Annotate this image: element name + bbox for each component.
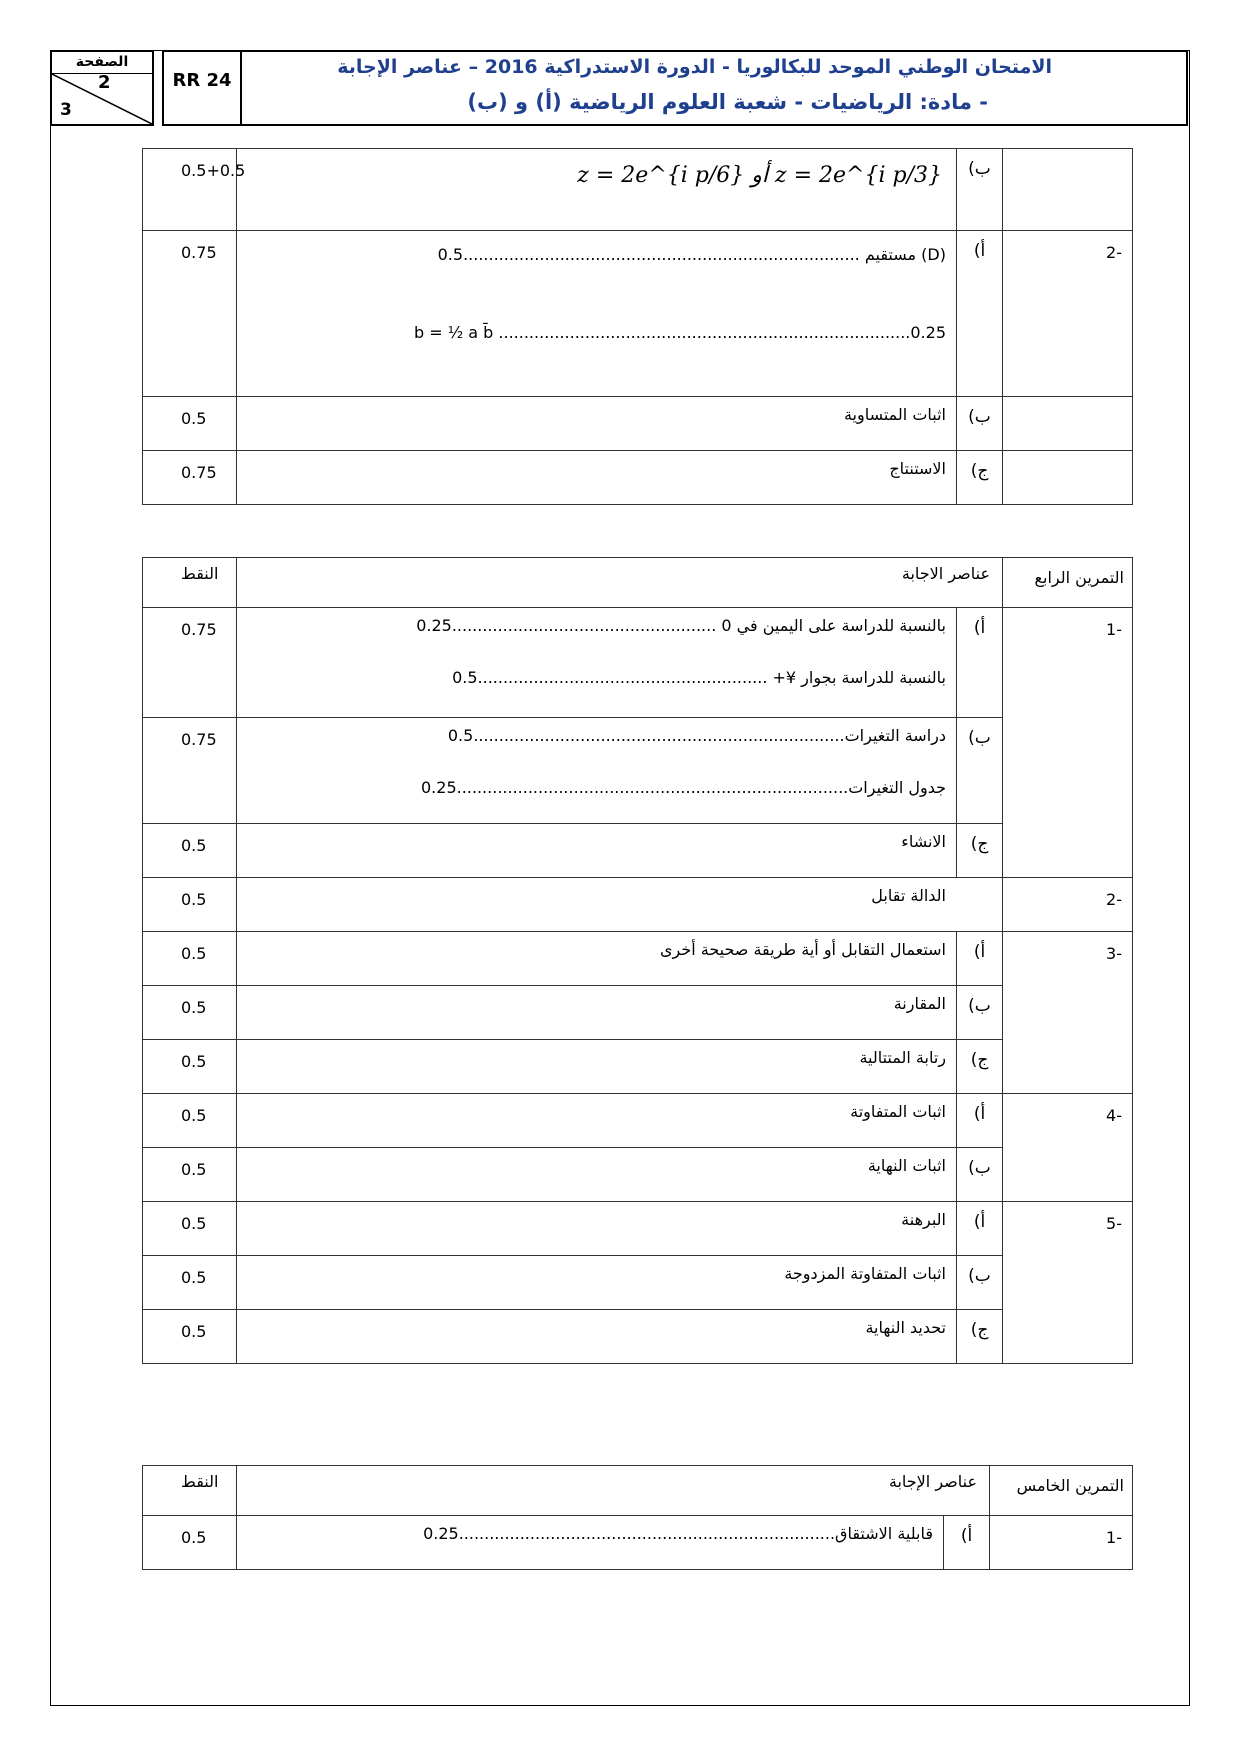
formula-z: z = 2e^{i p/3} أو z = 2e^{i p/6} — [577, 163, 942, 188]
table-row: -4 أ) اثبات المتفاوتة 0.5 — [143, 1094, 1133, 1148]
table-row: ب) z = 2e^{i p/3} أو z = 2e^{i p/6} 0.5+0.5 — [143, 149, 1133, 231]
table-row: -2 الدالة تقابل 0.5 — [143, 878, 1133, 932]
table-row: -5 أ) البرهنة 0.5 — [143, 1202, 1133, 1256]
table-header-row: التمرين الخامس عناصر الإجابة النقط — [143, 1466, 1133, 1516]
table-row: -3 أ) استعمال التقابل أو أية طريقة صحيحة أخرى 0.5 — [143, 932, 1133, 986]
answer-table-exercise-4 — [142, 557, 1133, 1364]
table-row: -2 أ) (D) مستقيم ..............................................................................0.5 b = ½ a b̄ .................................................................................0.25 0.75 — [143, 231, 1133, 397]
table-row: -1 أ) قابلية الاشتقاق..........................................................................0.25 0.5 — [143, 1516, 1133, 1570]
answer-table-1 — [142, 148, 1133, 505]
table-row: ب) دراسة التغيرات.........................................................................0.5 جدول التغيرات.............................................................................0.25 0.75 — [143, 718, 1133, 824]
table-row: ج) تحديد النهاية 0.5 — [143, 1310, 1133, 1364]
table-row: ب) اثبات النهاية 0.5 — [143, 1148, 1133, 1202]
page-current: 2 — [98, 72, 111, 93]
table-row: ج) الاستنتاج 0.75 — [143, 451, 1133, 505]
table-row: ج) رتابة المتتالية 0.5 — [143, 1040, 1133, 1094]
page-label: الصفحة — [75, 54, 129, 70]
exam-title-line2: - مادة: الرياضيات - شعبة العلوم الرياضية (أ) و (ب) — [467, 90, 988, 114]
table-header-row: التمرين الرابع عناصر الاجابة النقط — [143, 558, 1133, 608]
table-row: ب) المقارنة 0.5 — [143, 986, 1133, 1040]
exam-code: RR 24 — [162, 50, 242, 126]
page-total: 3 — [60, 100, 72, 120]
table-row: ج) الانشاء 0.5 — [143, 824, 1133, 878]
page-number-box — [50, 50, 154, 126]
exam-title-box — [240, 50, 1188, 126]
table-row: ب) اثبات المتساوية 0.5 — [143, 397, 1133, 451]
table-row: -1 أ) بالنسبة للدراسة على اليمين في 0 ....................................................0.25 بالنسبة للدراسة بجوار ¥+ .........................................................0.5 0.75 — [143, 608, 1133, 718]
exam-title-line1: الامتحان الوطني الموحد للبكالوريا - الدورة الاستدراكية 2016 – عناصر الإجابة — [337, 56, 1052, 78]
answer-table-exercise-5 — [142, 1465, 1133, 1570]
table-row: ب) اثبات المتفاوتة المزدوجة 0.5 — [143, 1256, 1133, 1310]
